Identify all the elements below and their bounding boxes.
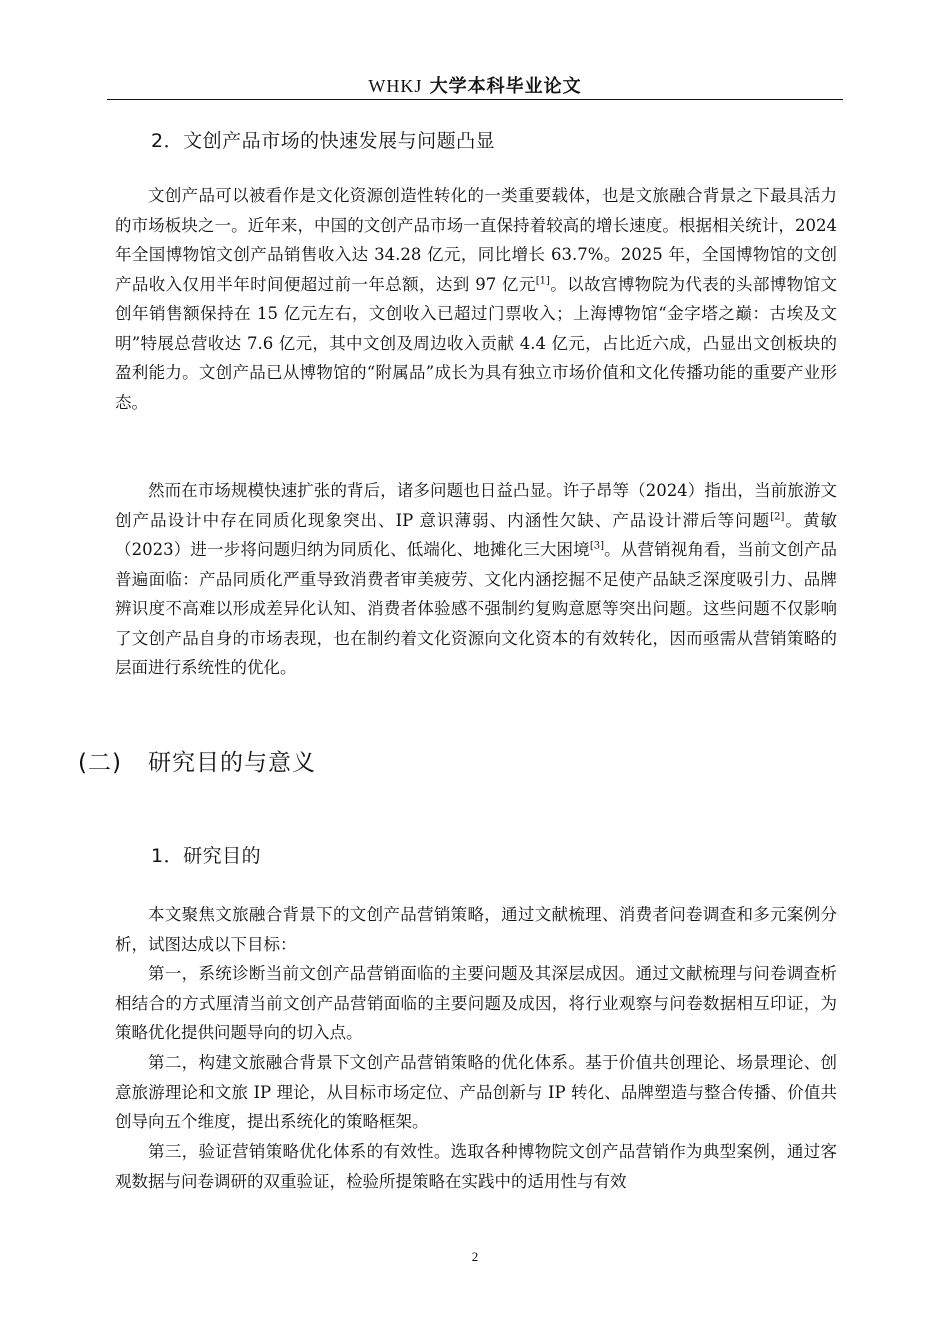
paragraph-text: 然而在市场规模快速扩张的背后，诸多问题也日益凸显。许子昂等（2024）指出，当前旅游文创产品设计中存在同质化现象突出、IP 意识薄弱、内涵性欠缺、产品设计滞后等问题 — [115, 481, 837, 530]
citation-ref[interactable]: [2] — [770, 511, 785, 522]
paragraph-text: 。以故宫博物院为代表的头部博物馆文创年销售额保持在 15 亿元左右，文创收入已超过门票收入；上海博物馆“金字塔之巅：古埃及文明”特展总营收达 7.6 亿元，其中文创及周边收入贡献 4.4 亿元，占比近六成，凸显出文创板块的盈利能力。文创产品已从博物馆的“附属品”成长为具有独立市场价值和文化传播功能的重要产业形态。 — [115, 274, 837, 412]
citation-ref[interactable]: [1] — [535, 275, 550, 286]
subsection-heading-goals: 1．研究目的 — [151, 845, 262, 867]
section-title: 研究目的与意义 — [148, 750, 316, 776]
header-latin: WHKJ — [368, 76, 423, 96]
subsection-heading-market: 2．文创产品市场的快速发展与问题凸显 — [151, 130, 496, 152]
citation-ref[interactable]: [3] — [589, 540, 605, 552]
header-rule — [107, 99, 843, 100]
paragraph-market-growth — [115, 181, 837, 417]
page-number: 2 — [471, 1249, 479, 1264]
paragraph-goal-two: 第二，构建文旅融合背景下文创产品营销策略的优化体系。基于价值共创理论、场景理论、创意旅游理论和文旅 IP 理论，从目标市场定位、产品创新与 IP 转化、品牌塑造与整合传播、价值共创导向五个维度，提出系统化的策略框架。 — [115, 1053, 837, 1131]
paragraph-goal-one: 第一，系统诊断当前文创产品营销面临的主要问题及其深层成因。通过文献梳理与问卷调查析相结合的方式厘清当前文创产品营销面临的主要问题及成因，将行业观察与问卷数据相互印证，为策略优化提供问题导向的切入点。 — [115, 964, 837, 1042]
paragraph-text: 。从营销视角看，当前文创产品普遍面临：产品同质化严重导致消费者审美疲劳、文化内涵挖掘不足使产品缺乏深度吸引力、品牌辨识度不高难以形成差异化认知、消费者体验感不强制约复购意愿等突出问题。这些问题不仅影响了文创产品自身的市场表现，也在制约着文化资源向文化资本的有效转化，因而亟需从营销策略的层面进行系统性的优化。 — [115, 540, 838, 677]
paragraph-market-problems — [115, 476, 837, 683]
paragraph-goals-intro: 本文聚焦文旅融合背景下的文创产品营销策略，通过文献梳理、消费者问卷调查和多元案例分析，试图达成以下目标： — [115, 905, 837, 954]
section-number: (二) — [78, 750, 122, 776]
section-heading-purpose — [78, 744, 316, 777]
paragraph-text: 文创产品可以被看作是文化资源创造性转化的一类重要载体，也是文旅融合背景之下最具活力的市场板块之一。近年来，中国的文创产品市场一直保持着较高的增长速度。根据相关统计，2024年全国博物馆文创产品销售收入达 34.28 亿元，同比增长 63.7%。2025 年，全国博物馆的文创产品收入仅用半年时间便超过前一年总额，达到 97 亿元 — [115, 186, 837, 294]
paragraph-text: 。黄敏（2023）进一步将问题归纳为同质化、低端化、地摊化三大困境 — [115, 510, 838, 559]
header-title: 大学本科毕业论文 — [422, 76, 582, 97]
page-header — [107, 72, 843, 98]
paragraph-goal-three: 第三，验证营销策略优化体系的有效性。选取各种博物院文创产品营销作为典型案例，通过客观数据与问卷调研的双重验证，检验所提策略在实践中的适用性与有效 — [115, 1142, 837, 1191]
